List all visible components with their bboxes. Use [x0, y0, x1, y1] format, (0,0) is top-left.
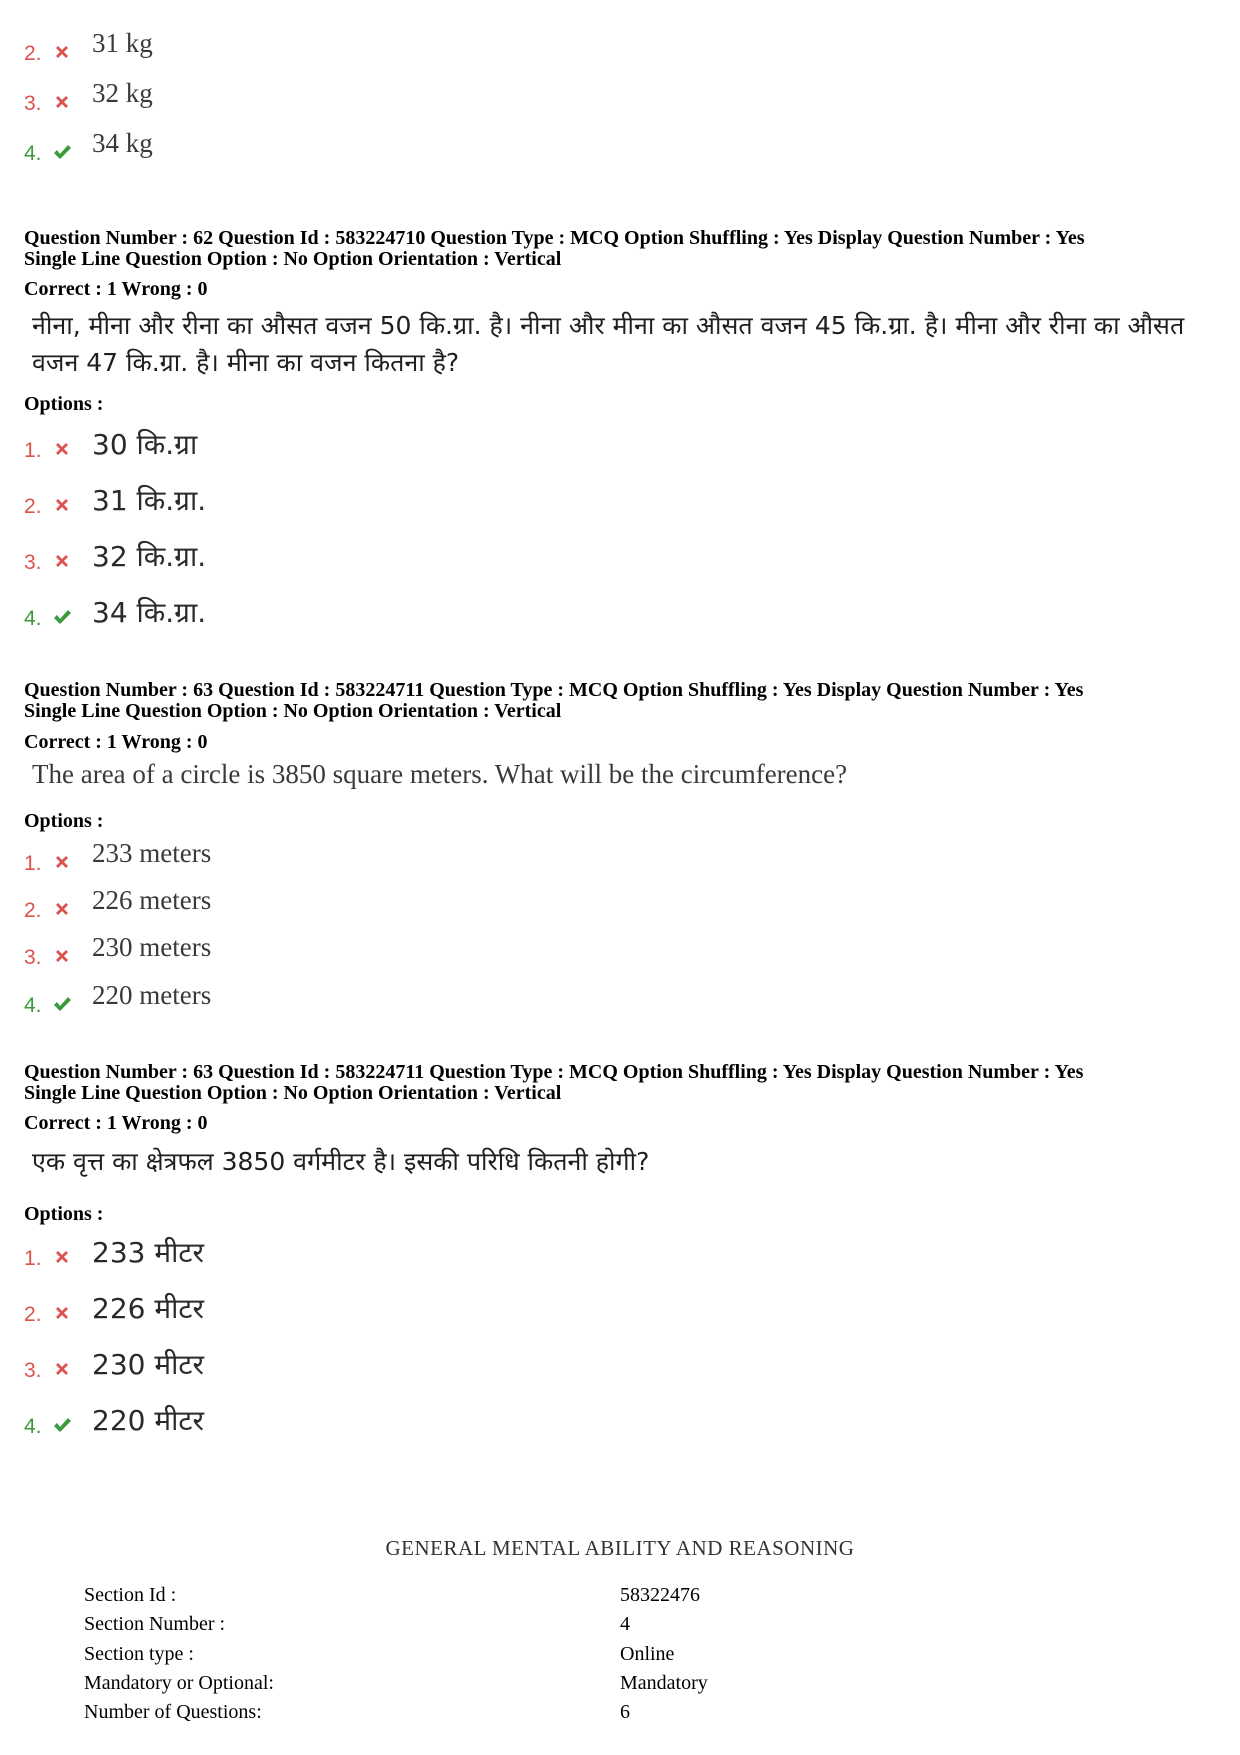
check-icon	[52, 994, 72, 1014]
section-type-label: Section type :	[84, 1643, 194, 1665]
option-number: 3.	[24, 551, 42, 574]
cross-icon	[52, 92, 72, 112]
option-text: 230 मीटर	[92, 1348, 204, 1381]
options-label: Options :	[24, 393, 104, 415]
option-text: 226 meters	[92, 885, 212, 915]
options-label: Options :	[24, 1203, 104, 1225]
section-id-label: Section Id :	[84, 1584, 177, 1606]
question-text: नीना, मीना और रीना का औसत वजन 50 कि.ग्रा. है। नीना और मीना का औसत वजन 45 कि.ग्रा. है। मीना और रीना का औसत वजन 47 कि.ग्रा. है। मीना का वजन कितना है?	[32, 311, 1185, 377]
cross-icon	[52, 899, 72, 919]
option-number: 1.	[24, 439, 42, 462]
cross-icon	[52, 42, 72, 62]
section-title: GENERAL MENTAL ABILITY AND REASONING	[385, 1536, 855, 1560]
option-number: 4.	[24, 607, 42, 630]
option-text: 32 kg	[92, 78, 153, 108]
question-header: Question Number : 63 Question Id : 583224711 Question Type : MCQ Option Shuffling : Yes Display Question Number : Yes	[24, 679, 1084, 701]
cross-icon	[52, 495, 72, 515]
check-icon	[52, 607, 72, 627]
option-text: 30 कि.ग्रा	[92, 428, 198, 461]
option-number: 3.	[24, 946, 42, 969]
question-text: The area of a circle is 3850 square meters. What will be the circumference?	[32, 759, 848, 789]
option-text: 230 meters	[92, 932, 212, 962]
cross-icon	[52, 439, 72, 459]
option-number: 2.	[24, 42, 42, 65]
cross-icon	[52, 946, 72, 966]
check-icon	[52, 1415, 72, 1435]
option-number: 4.	[24, 994, 42, 1017]
cross-icon	[52, 1247, 72, 1267]
correct-wrong-marks: Correct : 1 Wrong : 0	[24, 1112, 208, 1134]
option-number: 2.	[24, 899, 42, 922]
option-number: 1.	[24, 852, 42, 875]
section-number-value: 4	[620, 1613, 630, 1635]
option-number: 3.	[24, 1359, 42, 1382]
correct-wrong-marks: Correct : 1 Wrong : 0	[24, 731, 208, 753]
option-number: 2.	[24, 495, 42, 518]
mandatory-value: Mandatory	[620, 1672, 708, 1694]
cross-icon	[52, 1303, 72, 1323]
check-icon	[52, 142, 72, 162]
question-header: Question Number : 63 Question Id : 583224711 Question Type : MCQ Option Shuffling : Yes Display Question Number : Yes	[24, 1061, 1084, 1083]
option-text: 31 कि.ग्रा.	[92, 484, 207, 517]
option-number: 4.	[24, 1415, 42, 1438]
question-header-line2: Single Line Question Option : No Option Orientation : Vertical	[24, 700, 562, 722]
question-header-line2: Single Line Question Option : No Option Orientation : Vertical	[24, 1082, 562, 1104]
option-number: 3.	[24, 92, 42, 115]
question-text: एक वृत्त का क्षेत्रफल 3850 वर्गमीटर है। इसकी परिधि कितनी होगी?	[32, 1147, 650, 1176]
question-header-line2: Single Line Question Option : No Option Orientation : Vertical	[24, 248, 562, 270]
cross-icon	[52, 551, 72, 571]
section-id-value: 58322476	[620, 1584, 700, 1606]
cross-icon	[52, 1359, 72, 1379]
option-text: 34 कि.ग्रा.	[92, 596, 207, 629]
section-number-label: Section Number :	[84, 1613, 226, 1635]
option-text: 233 मीटर	[92, 1236, 204, 1269]
option-text: 226 मीटर	[92, 1292, 204, 1325]
question-count-value: 6	[620, 1701, 630, 1723]
question-header: Question Number : 62 Question Id : 583224710 Question Type : MCQ Option Shuffling : Yes Display Question Number : Yes	[24, 227, 1085, 249]
option-number: 4.	[24, 142, 42, 165]
cross-icon	[52, 852, 72, 872]
option-text: 32 कि.ग्रा.	[92, 540, 207, 573]
option-text: 31 kg	[92, 28, 153, 58]
mandatory-label: Mandatory or Optional:	[84, 1672, 274, 1694]
option-text: 233 meters	[92, 838, 212, 868]
option-number: 2.	[24, 1303, 42, 1326]
options-label: Options :	[24, 810, 104, 832]
option-text: 220 meters	[92, 980, 212, 1010]
section-type-value: Online	[620, 1643, 675, 1665]
option-text: 220 मीटर	[92, 1404, 204, 1437]
option-text: 34 kg	[92, 128, 153, 158]
correct-wrong-marks: Correct : 1 Wrong : 0	[24, 278, 208, 300]
option-number: 1.	[24, 1247, 42, 1270]
question-count-label: Number of Questions:	[84, 1701, 262, 1723]
